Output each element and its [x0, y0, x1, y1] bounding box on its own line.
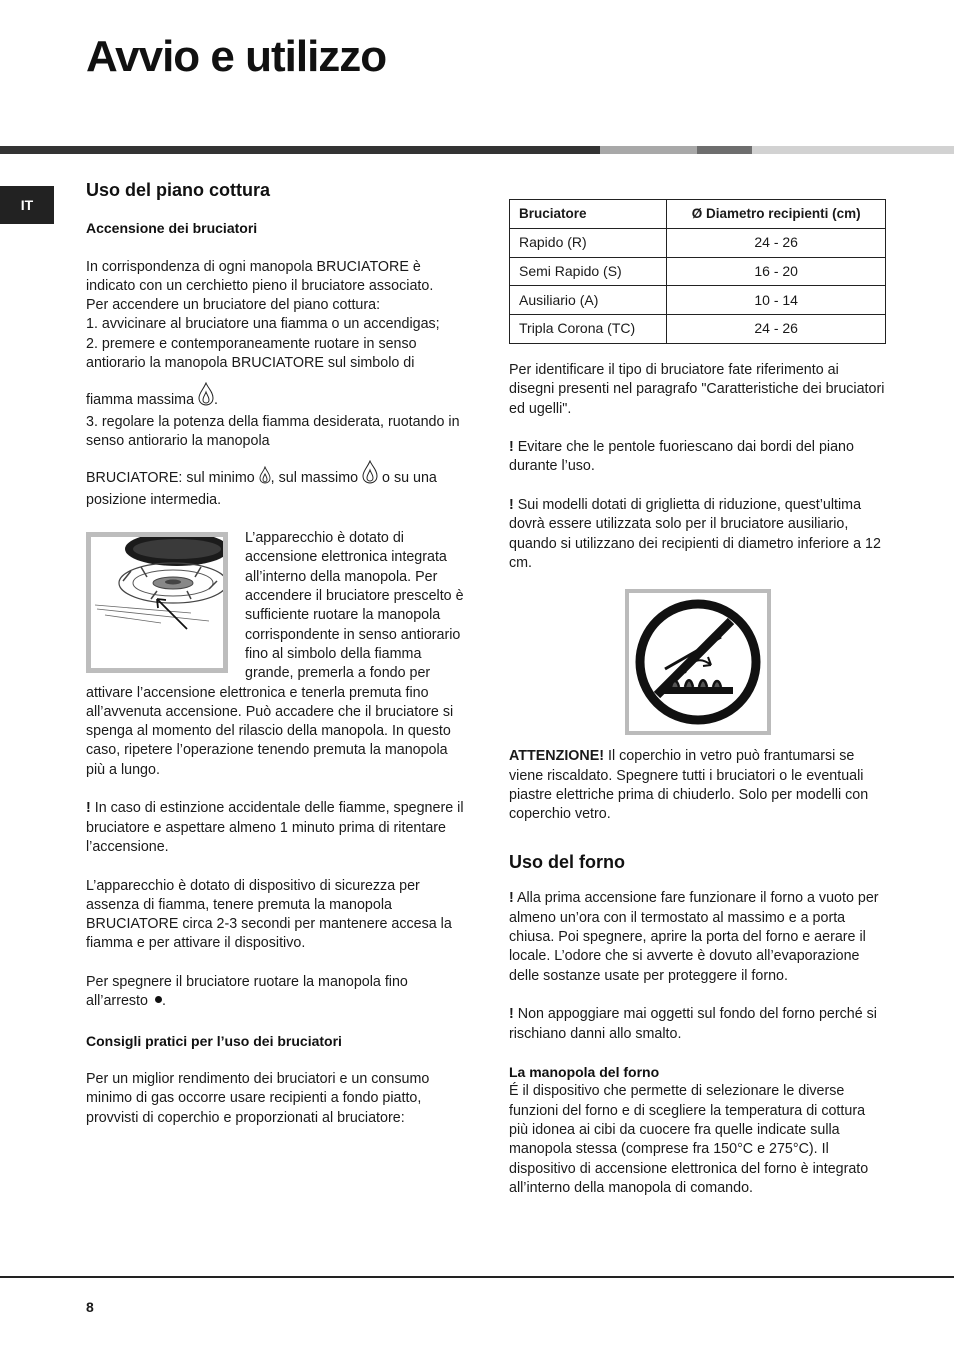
table-cell: 16 - 20 [667, 257, 886, 286]
table-header-row [510, 200, 886, 229]
table-row [510, 286, 886, 315]
table-cell: Ausiliario (A) [510, 286, 667, 315]
burner-table [509, 199, 886, 344]
paragraph: 1. avvicinare al bruciatore una fiamma o un accendigas; [86, 316, 440, 333]
text-span: Alla prima accensione fare funzionare il forno a vuoto per almeno un’ora con il termostato al massimo e a porta chiusa. Poi spegnere, aprire la porta del forno e aerare il locale. L’odore che si avverte è dovuto all’evaporazione delle sostanze usate per proteggere il forno. [509, 890, 879, 984]
large-flame-icon [362, 460, 378, 490]
header-rule-grey [600, 146, 697, 154]
section-heading-oven: Uso del forno [509, 852, 625, 873]
section-heading-hob: Uso del piano cottura [86, 180, 271, 200]
text-span: o su una posizione intermedia. [86, 470, 437, 508]
paragraph: fiamma massima . [86, 382, 464, 412]
text-span: Non appoggiare mai oggetti sul fondo del forno perché si rischiano danni allo smalto. [509, 1006, 877, 1042]
paragraph [509, 747, 886, 824]
language-tab: IT [0, 186, 54, 224]
paragraph: Per un miglior rendimento dei bruciatori e un consumo minimo di gas occorre usare recipienti a fondo piatto, provvisti di coperchio e proporzionati al bruciatore: [86, 1071, 430, 1126]
text-span: Evitare che le pentole fuoriescano dai bordi del piano durante l’uso. [509, 439, 854, 475]
text-span: , sul massimo [270, 470, 359, 487]
paragraph [509, 496, 886, 573]
table-cell: 24 - 26 [667, 315, 886, 344]
text-span: In caso di estinzione accidentale delle fiamme, spegnere il bruciatore e aspettare almeno 1 minuto prima di ritentare l’accensione. [86, 800, 464, 855]
table-cell: 10 - 14 [667, 286, 886, 315]
text-span: fiamma massima [86, 392, 195, 409]
table-cell: Semi Rapido (S) [510, 257, 667, 286]
paragraph: 2. premere e contemporaneamente ruotare in senso antiorario la manopola BRUCIATORE sul simbolo di [86, 335, 417, 372]
table-row [510, 228, 886, 257]
header-rule-mid [697, 146, 752, 154]
paragraph: In corrispondenza di ogni manopola BRUCIATORE è indicato con un cerchietto pieno il bruciatore associato. [86, 258, 434, 294]
paragraph: Per identificare il tipo di bruciatore fate riferimento ai disegni presenti nel paragrafo "Caratteristiche dei bruciatori ed ugelli". [509, 361, 885, 417]
footer-rule [0, 1276, 954, 1278]
paragraph: L’apparecchio è dotato di dispositivo di sicurezza per assenza di fiamma, tenere premuta la manopola BRUCIATORE circa 2-3 secondi per mantenere accesa la fiamma e per attivare il dispositivo. [86, 877, 452, 952]
subheading-tips: Consigli pratici per l’uso dei bruciatori [86, 1032, 342, 1049]
warning-mark: ! [509, 439, 514, 456]
right-column [509, 199, 886, 1198]
subheading-ignition: Accensione dei bruciatori [86, 220, 258, 236]
text-span: BRUCIATORE: sul minimo [86, 470, 255, 487]
table-header-cell: Ø Diametro recipienti (cm) [667, 200, 886, 229]
paragraph [86, 460, 464, 510]
table-cell: Tripla Corona (TC) [510, 315, 667, 344]
attention-label: ATTENZIONE! [509, 748, 605, 765]
ignition-block [86, 529, 464, 780]
warning-mark: ! [509, 497, 514, 514]
left-column [86, 178, 464, 1128]
paragraph: L’apparecchio è dotato di accensione elettronica integrata all’interno della manopola. Per accendere il bruciatore prescelto è sufficiente ruotare la manopola corrispondente in senso antiorario fino al simbolo della fiamma grande, premerla a fondo per attivare l’accensione elettronica e tenerla premuta fino all’avvenuta accensione. Può accadere che il bruciatore si spenga al momento del rilascio della manopola. In questo caso, ripetere l’operazione tenendo premuta la manopola più a lungo. [86, 530, 464, 778]
paragraph: Per spegnere il bruciatore ruotare la manopola fino all’arresto . [86, 973, 408, 1010]
table-row [510, 315, 886, 344]
text-span: Sui modelli dotati di griglietta di riduzione, quest’ultima dovrà essere utilizzata solo per il bruciatore ausiliario, quando si utilizzano dei recipienti di diametro inferiore a 12 cm. [509, 497, 881, 571]
table-cell: 24 - 26 [667, 228, 886, 257]
large-flame-icon [198, 382, 214, 412]
header-rule-dark [0, 146, 600, 154]
paragraph [509, 438, 886, 477]
no-lid-warning-image [625, 589, 771, 735]
text-span: Per spegnere il bruciatore ruotare la manopola fino all’arresto [86, 973, 408, 1010]
small-flame-icon [259, 466, 271, 490]
paragraph [86, 799, 464, 857]
paragraph [509, 889, 886, 985]
paragraph [509, 1005, 886, 1044]
stop-dot-icon [155, 996, 162, 1003]
paragraph: 3. regolare la potenza della fiamma desiderata, ruotando in senso antiorario la manopola [86, 413, 460, 449]
warning-mark: ! [509, 1006, 514, 1023]
subheading-oven-knob: La manopola del forno [509, 1064, 660, 1081]
page-title: Avvio e utilizzo [86, 32, 387, 81]
page-number: 8 [86, 1299, 94, 1315]
header-rule-light [752, 146, 954, 154]
table-row [510, 257, 886, 286]
text-span: Il coperchio in vetro può frantumarsi se viene riscaldato. Spegnere tutti i bruciatori o le eventuali piastre elettriche prima di chiuderlo. Solo per modelli con coperchio vetro. [509, 748, 869, 823]
warning-mark: ! [86, 800, 91, 817]
table-header-cell: Bruciatore [510, 200, 667, 229]
paragraph: Per accendere un bruciatore del piano cottura: [86, 297, 381, 314]
paragraph: É il dispositivo che permette di selezionare le diverse funzioni del forno e di scegliere la temperatura di cottura più idonea ai cibi da cuocere fra quelle indicate sulla manopola stessa (comprese fra 150°C e 275°C). Il dispositivo di accensione elettronica del forno è integrato all’interno della manopola di comando. [509, 1083, 869, 1196]
burner-illustration [86, 532, 228, 673]
table-cell: Rapido (R) [510, 228, 667, 257]
warning-mark: ! [509, 890, 514, 907]
